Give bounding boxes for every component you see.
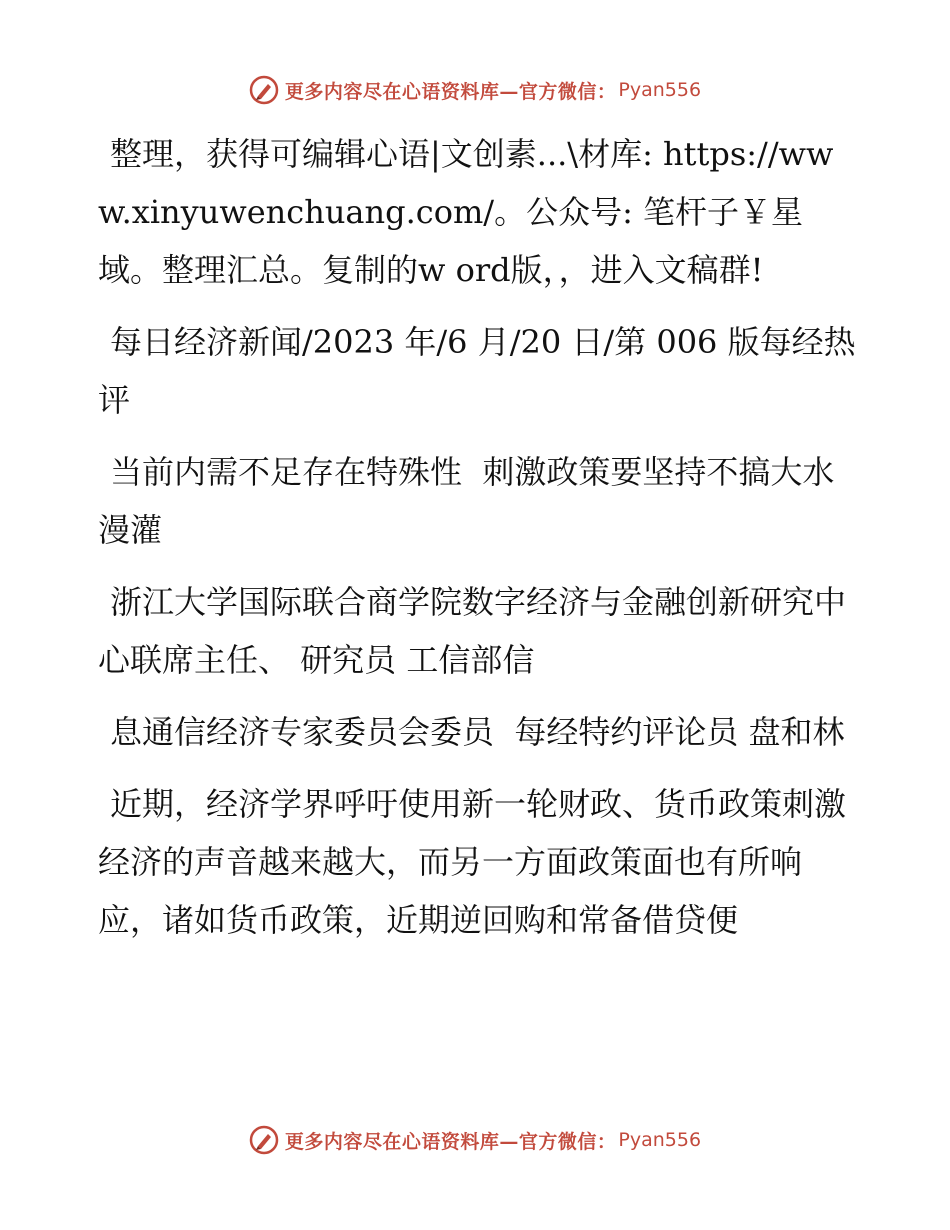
watermark-wechat-id: Pyan556 (618, 79, 702, 101)
header-watermark (0, 70, 950, 110)
footer-watermark (0, 1120, 950, 1160)
paragraph-body: 近期，经济学界呼吁使用新一轮财政、货币政策刺激经济的声音越来越大，而另一方面政策面也有所响应，诸如货币政策，近期逆回购和常备借贷便 (98, 785, 847, 939)
watermark-wechat-id: Pyan556 (618, 1129, 702, 1151)
document-body (98, 125, 858, 963)
paragraph-source-note: 整理，获得可编辑心语|文创素...\材库: https://www.xinyuwenchuang.com/。公众号: 笔杆子￥星域。整理汇总。复制的w ord版，，进入文稿群! (98, 135, 834, 289)
pen-circle-logo-icon (249, 1125, 279, 1155)
paragraph-author-title-2: 息通信经济专家委员会委员 每经特约评论员 盘和林 (110, 713, 845, 751)
paragraph-headline: 当前内需不足存在特殊性 刺激政策要坚持不搞大水漫灌 (98, 453, 835, 549)
paragraph-author-title-1: 浙江大学国际联合商学院数字经济与金融创新研究中心联席主任、 研究员 工信部信 (98, 583, 847, 679)
watermark-text: 更多内容尽在心语资料库—官方微信： (284, 80, 617, 103)
paragraph-publication-line: 每日经济新闻/2023 年/6 月/20 日/第 006 版每经热评 (98, 323, 856, 419)
pen-circle-logo-icon (249, 75, 279, 105)
watermark-text: 更多内容尽在心语资料库—官方微信： (284, 1130, 617, 1153)
